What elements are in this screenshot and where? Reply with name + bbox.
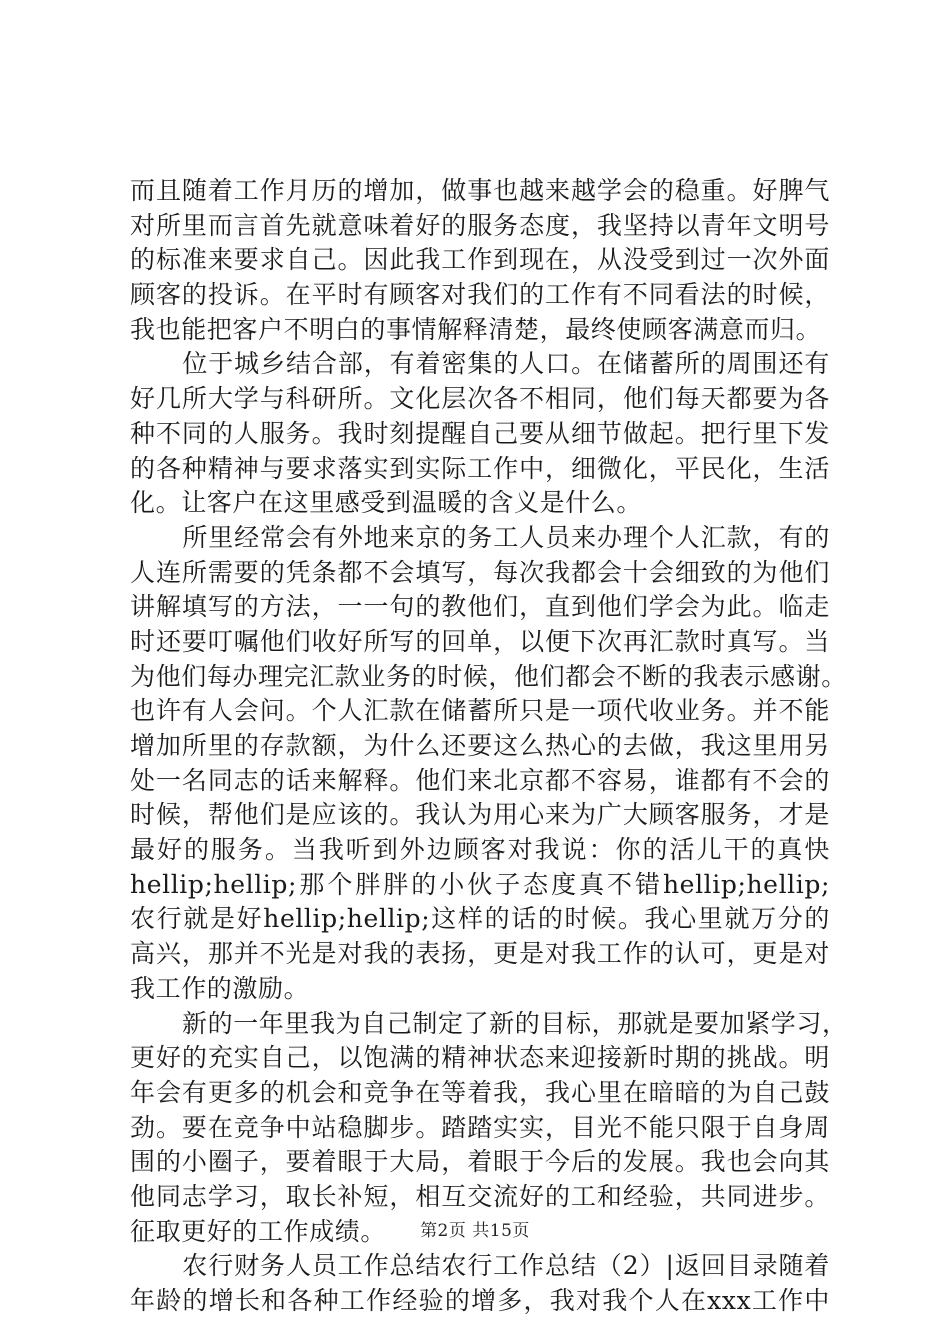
text-line: 更好的充实自己，以饱满的精神状态来迎接新时期的挑战。明 — [130, 1043, 830, 1073]
text-line: 种不同的人服务。我时刻提醒自己要从细节做起。把行里下发 — [130, 418, 830, 448]
text-line: 他同志学习，取长补短，相互交流好的工和经验，共同进步。 — [130, 1181, 830, 1211]
text-line: 的标准来要求自己。因此我工作到现在，从没受到过一次外面 — [130, 245, 830, 275]
text-line: 为他们每办理完汇款业务的时候，他们都会不断的我表示感谢。 — [130, 661, 847, 691]
text-line: 最好的服务。当我听到外边顾客对我说：你的活儿干的真快 — [130, 835, 830, 865]
text-line-content: 位于城乡结合部，有着密集的人口。在储蓄所的周围还有 — [182, 349, 830, 379]
text-line-indented — [130, 1249, 830, 1284]
text-line: 我工作的激励。 — [130, 973, 310, 1003]
text-line-content: 所里经常会有外地来京的务工人员来办理个人汇款，有的 — [182, 522, 830, 552]
text-line: 化。让客户在这里感受到温暖的含义是什么。 — [130, 488, 643, 518]
text-line: hellip;hellip;那个胖胖的小伙子态度真不错hellip;hellip; — [130, 869, 830, 899]
text-line: 农行就是好hellip;hellip;这样的话的时候。我心里就万分的 — [130, 904, 830, 934]
text-line: 人连所需要的凭条都不会填写，每次我都会十会细致的为他们 — [130, 557, 830, 587]
text-line: 征取更好的工作成绩。 — [130, 1216, 387, 1246]
text-line-content: 农行财务人员工作总结农行工作总结（2）|返回目录随着 — [182, 1251, 830, 1281]
text-line: 增加所里的存款额，为什么还要这么热心的去做，我这里用另 — [130, 731, 830, 760]
text-line: 好几所大学与科研所。文化层次各不相同，他们每天都要为各 — [130, 384, 830, 414]
body-text — [130, 174, 848, 1319]
text-line: 年会有更多的机会和竞争在等着我，我心里在暗暗的为自己鼓 — [130, 1077, 830, 1107]
text-line: 也许有人会问。个人汇款在储蓄所只是一项代收业务。并不能 — [130, 696, 830, 726]
text-line: 处一名同志的话来解释。他们来北京都不容易，谁都有不会的 — [130, 765, 830, 795]
text-line: 高兴，那并不光是对我的表扬，更是对我工作的认可，更是对 — [130, 939, 830, 969]
text-line: 劲。要在竞争中站稳脚步。踏踏实实，目光不能只限于自身周 — [130, 1112, 830, 1142]
text-line: 而且随着工作月历的增加，做事也越来越学会的稳重。好脾气 — [130, 176, 830, 205]
text-line-indented — [130, 347, 830, 382]
text-line-content: 新的一年里我为自己制定了新的目标，那就是要加紧学习， — [182, 1008, 848, 1038]
text-line: 的各种精神与要求落实到实际工作中，细微化，平民化，生活 — [130, 453, 830, 483]
text-line-indented — [130, 1007, 848, 1042]
text-line: 年龄的增长和各种工作经验的增多，我对我个人在xxx工作中 — [130, 1286, 830, 1315]
text-line: 讲解填写的方法，一一句的教他们，直到他们学会为此。临走 — [130, 592, 830, 622]
text-line: 时还要叮嘱他们收好所写的回单，以便下次再汇款时真写。当 — [130, 626, 830, 656]
text-line: 围的小圈子，要着眼于大局，着眼于今后的发展。我也会向其 — [130, 1147, 830, 1177]
text-line-indented — [130, 521, 830, 556]
text-line: 顾客的投诉。在平时有顾客对我们的工作有不同看法的时候， — [130, 280, 830, 310]
text-line: 对所里而言首先就意味着好的服务态度，我坚持以青年文明号 — [130, 210, 830, 240]
text-line: 我也能把客户不明白的事情解释清楚，最终使顾客满意而归。 — [130, 314, 822, 344]
page-footer: 第2页 共15页 — [420, 1221, 530, 1241]
text-line: 时候，帮他们是应该的。我认为用心来为广大顾客服务，才是 — [130, 800, 830, 830]
